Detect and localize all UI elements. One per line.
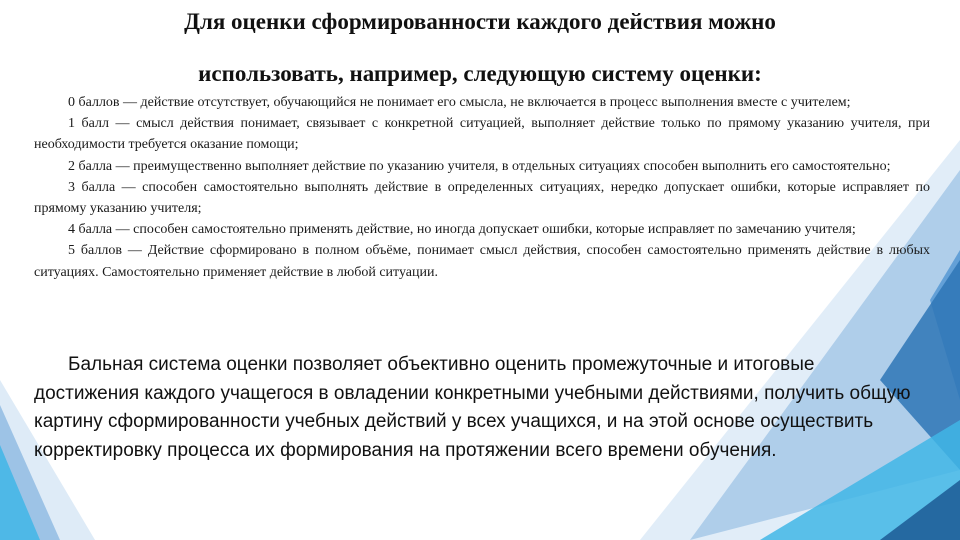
criteria-list: [34, 92, 930, 283]
criterion-3: 3 балла — способен самостоятельно выполнять действие в определенных ситуациях, нередко допускает ошибки, которые исправляет по прямому указанию учителя;: [34, 179, 930, 217]
criterion-2: 2 балла — преимущественно выполняет действие по указанию учителя, в отдельных ситуациях способен выполнить его самостоятельно;: [68, 158, 891, 174]
criterion-5: 5 баллов — Действие сформировано в полном объёме, понимает смысл действия, способен самостоятельно применять действие в любых ситуациях. Самостоятельно применяет действие в любой ситуации.: [34, 243, 930, 280]
criterion-0: 0 баллов — действие отсутствует, обучающийся не понимает его смысла, не включается в процесс выполнения вместе с учителем;: [68, 95, 851, 110]
slide-title-line-1: Для оценки сформированности каждого действия можно: [184, 9, 776, 34]
slide-title-line-2: использовать, например, следующую систему оценки:: [198, 61, 762, 86]
summary-paragraph: [34, 351, 924, 465]
criterion-1: 1 балл — смысл действия понимает, связывает с конкретной ситуацией, выполняет действие только по прямому указанию учителя, при необходимости требуется оказание помощи;: [34, 116, 930, 153]
criterion-4: 4 балла — способен самостоятельно применять действие, но иногда допускает ошибки, которые исправляет по замечанию учителя;: [68, 222, 856, 238]
summary-text: Бальная система оценки позволяет объективно оценить промежуточные и итоговые достижения каждого учащегося в овладении конкретными учебными действиями, получить общую картину сформированности учебных действий у всех учащихся, и на этой основе осуществить корректировку процесса их формирования на протяжении всего времени обучения.: [34, 354, 911, 461]
